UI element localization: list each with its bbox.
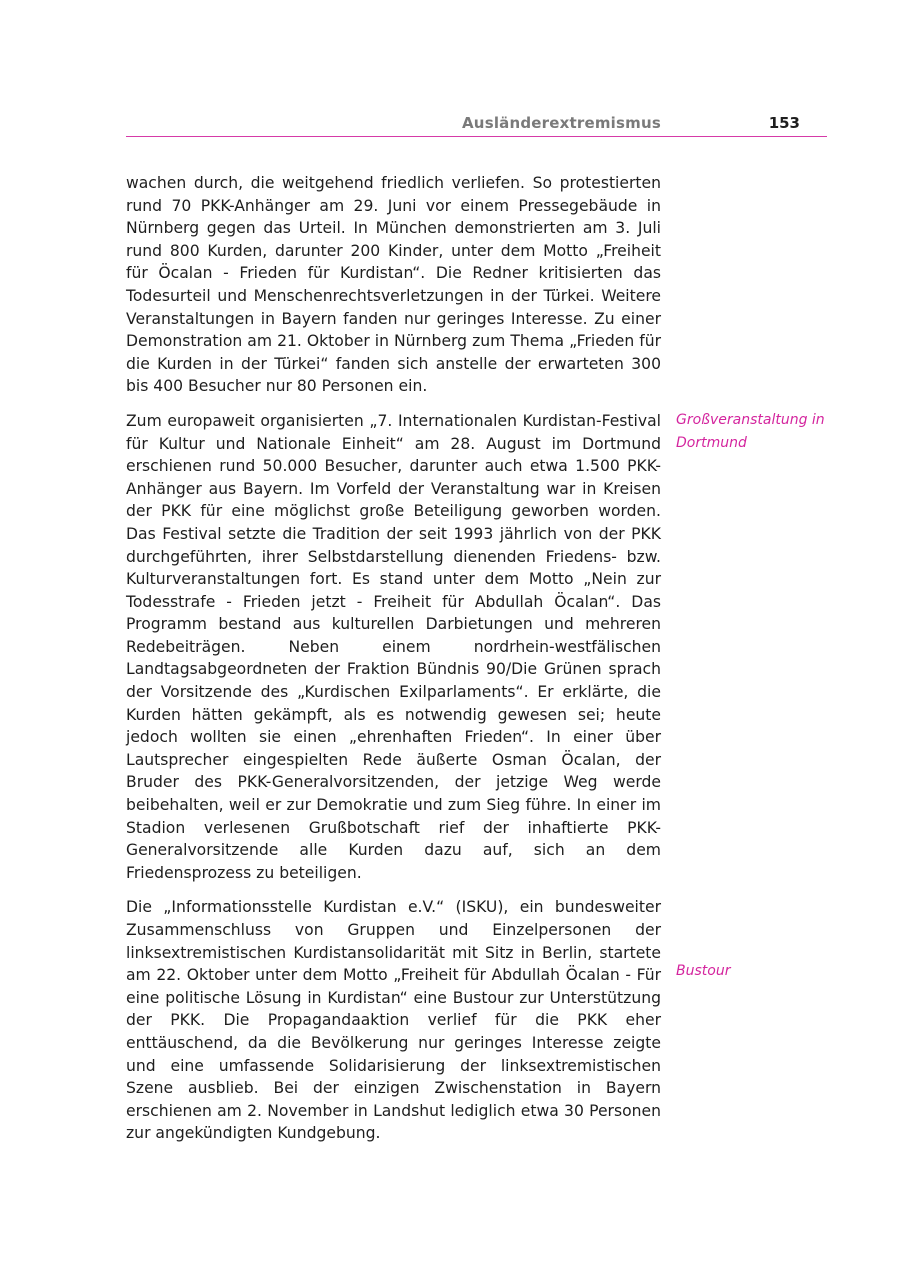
paragraph-bustour: Die „Informationsstelle Kurdistan e.V.“ (ISKU), ein bundesweiter Zusammenschluss von Gruppen und Einzelpersonen der linksextremistischen Kurdistansolidarität mit Sitz in Berlin, startete am 22. Oktober unter dem Motto „Freiheit für Abdullah Öcalan - Für eine politische Lösung in Kurdistan“ eine Bustour zur Unterstützung der PKK. Die Propagandaaktion verlief für die PKK eher enttäuschend, da die Bevölkerung nur geringes Interesse zeigte und eine umfassende Solidarisierung der linksextremistischen Szene ausblieb. Bei der einzigen Zwischenstation in Bayern erschienen am 2. November in Landshut lediglich etwa 30 Personen zur angekündigten Kundgebung.	[126, 898, 661, 1143]
margin-note-grossveranstaltung: Großveranstaltung in Dortmund	[676, 412, 825, 451]
main-text-column	[126, 172, 661, 1157]
running-header	[126, 114, 827, 137]
paragraph-festival: Zum europaweit organisierten „7. Internationalen Kurdistan-Festival für Kultur und Nationale Einheit“ am 28. August im Dortmund erschienen rund 50.000 Besucher, darunter auch etwa 1.500 PKK-Anhänger aus Bayern. Im Vorfeld der Veranstaltung war in Kreisen der PKK für eine möglichst große Beteiligung geworben worden. Das Festival setzte die Tradition der seit 1993 jährlich von der PKK durchgeführten, ihrer Selbstdarstellung dienenden Friedens- bzw. Kulturveranstaltungen fort. Es stand unter dem Motto „Nein zur Todesstrafe - Frieden jetzt - Freiheit für Abdullah Öcalan“. Das Programm bestand aus kulturellen Darbietungen und mehreren Redebeiträgen. Neben einem nordrhein-westfälischen Landtagsabgeordneten der Fraktion Bündnis 90/Die Grünen sprach der Vorsitzende des „Kurdischen Exilparlaments“. Er erklärte, die Kurden hätten gekämpft, als es notwendig gewesen sei; heute jedoch wollten sie einen „ehrenhaften Frieden“. In einer über Lautsprecher eingespielten Rede äußerte Osman Öcalan, der Bruder des PKK-Generalvorsitzenden, der jetzige Weg werde beibehalten, weil er zur Demokratie und zum Sieg führe. In einer im Stadion verlesenen Grußbotschaft rief der inhaftierte PKK-Generalvorsitzende alle Kurden dazu auf, sich an dem Friedensprozess zu beteiligen.	[126, 411, 661, 882]
header-title: Ausländerextremismus	[462, 114, 661, 132]
page-number: 153	[768, 114, 800, 132]
paragraph-protests: wachen durch, die weitgehend friedlich verliefen. So protestierten rund 70 PKK-Anhänger am 29. Juni vor einem Pressegebäude in Nürnberg gegen das Urteil. In München demonstrierten am 3. Juli rund 800 Kurden, darunter 200 Kinder, unter dem Motto „Freiheit für Öcalan - Frieden für Kurdistan“. Die Redner kritisierten das Todesurteil und Menschenrechtsverletzungen in der Türkei. Weitere Veranstaltungen in Bayern fanden nur geringes Interesse. Zu einer Demonstration am 21. Oktober in Nürnberg zum Thema „Frieden für die Kurden in der Türkei“ fanden sich anstelle der erwarteten 300 bis 400 Besucher nur 80 Personen ein.	[126, 174, 661, 396]
margin-note-bustour: Bustour	[676, 963, 731, 979]
